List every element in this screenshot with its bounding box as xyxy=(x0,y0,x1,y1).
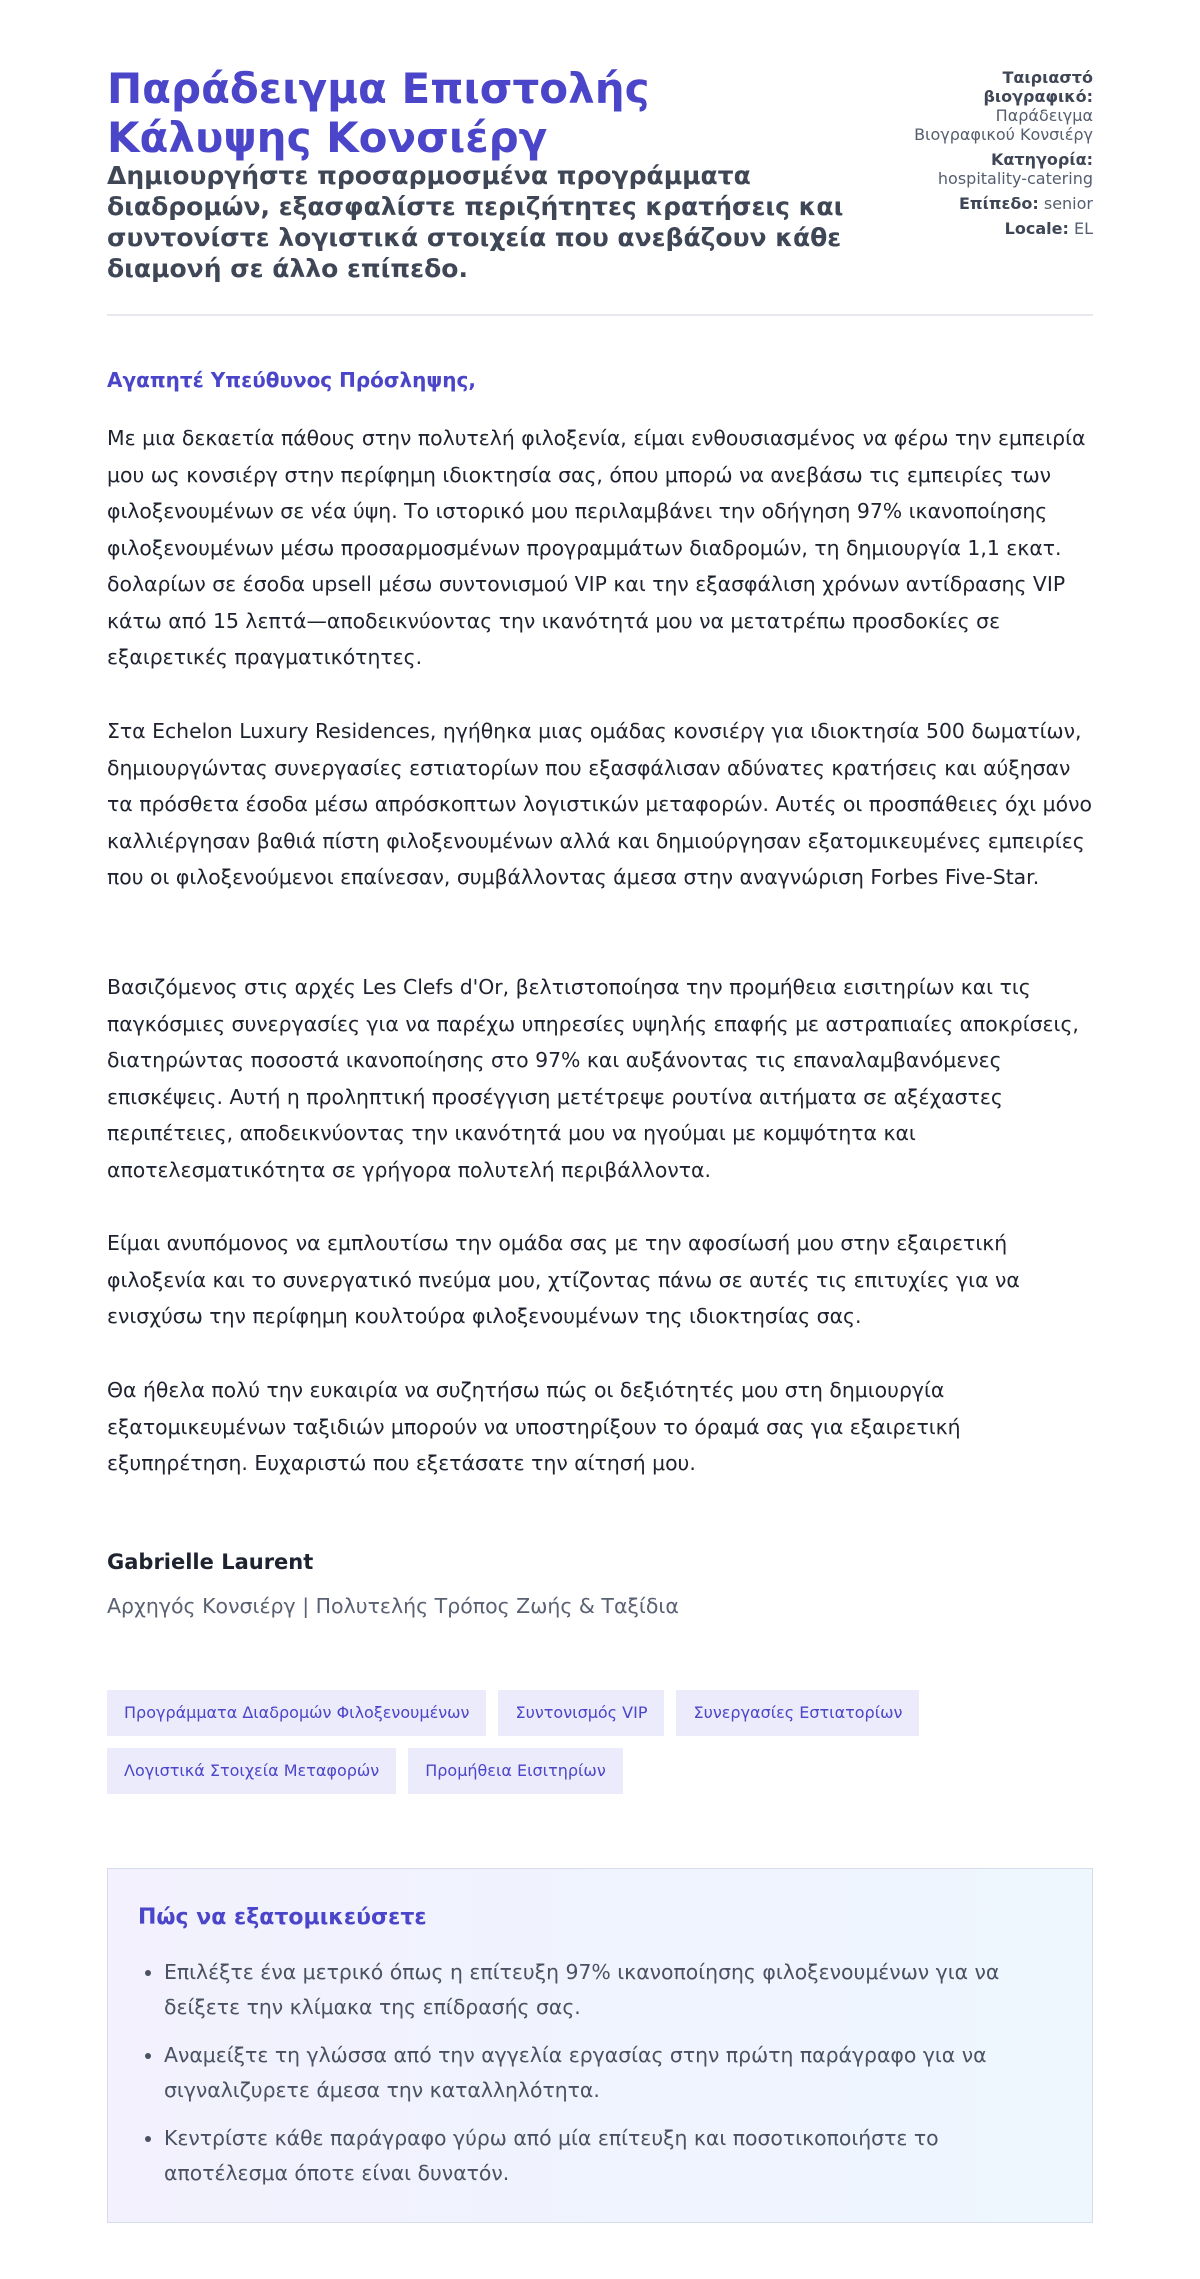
customization-tips-box xyxy=(107,1868,1093,2223)
letter-paragraph: Είμαι ανυπόμονος να εμπλουτίσω την ομάδα σας με την αφοσίωσή μου στην εξαιρετική φιλοξενία και το συνεργατικό πνεύμα μου, χτίζοντας πάνω σε αυτές τις επιτυχίες για να ενισχύσω την περίφημη κουλτούρα φιλοξενουμένων της ιδιοκτησίας σας. xyxy=(107,1231,1020,1328)
tag-row xyxy=(107,1690,1093,1736)
skill-tag: Προγράμματα Διαδρομών Φιλοξενουμένων xyxy=(107,1690,486,1736)
tip-item: • Αναμείξτε τη γλώσσα από την αγγελία εργασίας στην πρώτη παράγραφο για να σιγναλιζυρετε άμεσα την καταλληλότητα. xyxy=(164,2038,1064,2108)
skill-tag: Συνεργασίες Εστιατορίων xyxy=(676,1690,919,1736)
meta-locale-label: Locale: xyxy=(1004,219,1069,238)
meta-resume-label: Ταιριαστό βιογραφικό: xyxy=(983,68,1093,106)
page-title: Παράδειγμα Επιστολής Κάλυψης Κονσιέργ xyxy=(107,64,650,162)
meta-resume-value: Παράδειγμα Βιογραφικού Κονσιέργ xyxy=(914,106,1093,144)
meta-level-label: Επίπεδο: xyxy=(959,194,1039,213)
meta-locale-value: EL xyxy=(1073,219,1093,238)
tag-row xyxy=(107,1748,1093,1794)
skill-tag: Λογιστικά Στοιχεία Μεταφορών xyxy=(107,1748,396,1794)
meta-resume xyxy=(893,68,1093,144)
skill-tag: Συντονισμός VIP xyxy=(498,1690,664,1736)
signature-role: Αρχηγός Κονσιέργ | Πολυτελής Τρόπος Ζωής & Ταξίδια xyxy=(107,1594,679,1618)
letter-paragraph: Με μια δεκαετία πάθους στην πολυτελή φιλοξενία, είμαι ενθουσιασμένος να φέρω την εμπειρία μου ως κονσιέργ στην περίφημη ιδιοκτησία σας, όπου μπορώ να ανεβάσω τις εμπειρίες των φιλοξενουμένων σε νέα ύψη. Το ιστορικό μου περιλαμβάνει την οδήγηση 97% ικανοποίησης φιλοξενουμένων μέσω προσαρμοσμένων προγραμμάτων διαδρομών, τη δημιουργία 1,1 εκατ. δολαρίων σε έσοδα upsell μέσω συντονισμού VIP και την εξασφάλιση χρόνων αντίδρασης VIP κάτω από 15 λεπτά—αποδεικνύοντας την ικανότητά μου να μετατρέπω προσδοκίες σε εξαιρετικές πραγματικότητες. xyxy=(107,426,1086,669)
page-subtitle: Δημιουργήστε προσαρμοσμένα προγράμματα διαδρομών, εξασφαλίστε περιζήτητες κρατήσεις και συντονίστε λογιστικά στοιχεία που ανεβάζουν κάθε διαμονή σε άλλο επίπεδο. xyxy=(107,161,844,283)
tips-list xyxy=(164,1955,1064,2204)
meta-panel xyxy=(893,68,1093,244)
skill-tag: Προμήθεια Εισιτηρίων xyxy=(408,1748,623,1794)
skill-tags xyxy=(107,1690,1093,1806)
signature-name: Gabrielle Laurent xyxy=(107,1550,314,1574)
tips-title: Πώς να εξατομικεύσετε xyxy=(138,1905,427,1930)
meta-locale xyxy=(893,219,1093,238)
meta-category-value: hospitality-catering xyxy=(937,169,1093,188)
meta-category-label: Κατηγορία: xyxy=(991,150,1093,169)
meta-level-value: senior xyxy=(1043,194,1093,213)
tip-item: • Επιλέξτε ένα μετρικό όπως η επίτευξη 97% ικανοποίησης φιλοξενουμένων για να δείξετε την κλίμακα της επίδρασής σας. xyxy=(164,1955,1064,2025)
letter-paragraph: Στα Echelon Luxury Residences, ηγήθηκα μιας ομάδας κονσιέργ για ιδιοκτησία 500 δωματίων, δημιουργώντας συνεργασίες εστιατορίων που εξασφάλισαν αδύνατες κρατήσεις και αύξησαν τα πρόσθετα έσοδα μέσω απρόσκοπτων λογιστικών μεταφορών. Αυτές οι προσπάθειες όχι μόνο καλλιέργησαν βαθιά πίστη φιλοξενουμένων αλλά και δημιούργησαν εξατομικευμένες εμπειρίες που οι φιλοξενούμενοι επαίνεσαν, συμβάλλοντας άμεσα στην αναγνώριση Forbes Five-Star. xyxy=(107,719,1092,889)
letter-paragraph: Βασιζόμενος στις αρχές Les Clefs d'Or, βελτιστοποίησα την προμήθεια εισιτηρίων και τις παγκόσμιες συνεργασίες για να παρέχω υπηρεσίες υψηλής επαφής με αστραπιαίες αποκρίσεις, διατηρώντας ποσοστά ικανοποίησης στο 97% και αυξάνοντας τις επαναλαμβανόμενες επισκέψεις. Αυτή η προληπτική προσέγγιση μετέτρεψε ρουτίνα αιτήματα σε αξέχαστες περιπέτειες, αποδεικνύοντας την ικανότητά μου να ηγούμαι με κομψότητα και αποτελεσματικότητα σε γρήγορα πολυτελή περιβάλλοντα. xyxy=(107,975,1079,1182)
meta-level xyxy=(893,194,1093,213)
tip-item: • Κεντρίστε κάθε παράγραφο γύρω από μία επίτευξη και ποσοτικοποιήστε το αποτέλεσμα όποτε είναι δυνατόν. xyxy=(164,2121,1064,2191)
letter-paragraph: Θα ήθελα πολύ την ευκαιρία να συζητήσω πώς οι δεξιότητές μου στη δημιουργία εξατομικευμένων ταξιδιών μπορούν να υποστηρίξουν το όραμά σας για εξαιρετική εξυπηρέτηση. Ευχαριστώ που εξετάσατε την αίτησή μου. xyxy=(107,1378,961,1475)
page-header xyxy=(107,64,1093,316)
meta-category xyxy=(893,150,1093,188)
letter-greeting: Αγαπητέ Υπεύθυνος Πρόσληψης, xyxy=(107,368,476,392)
